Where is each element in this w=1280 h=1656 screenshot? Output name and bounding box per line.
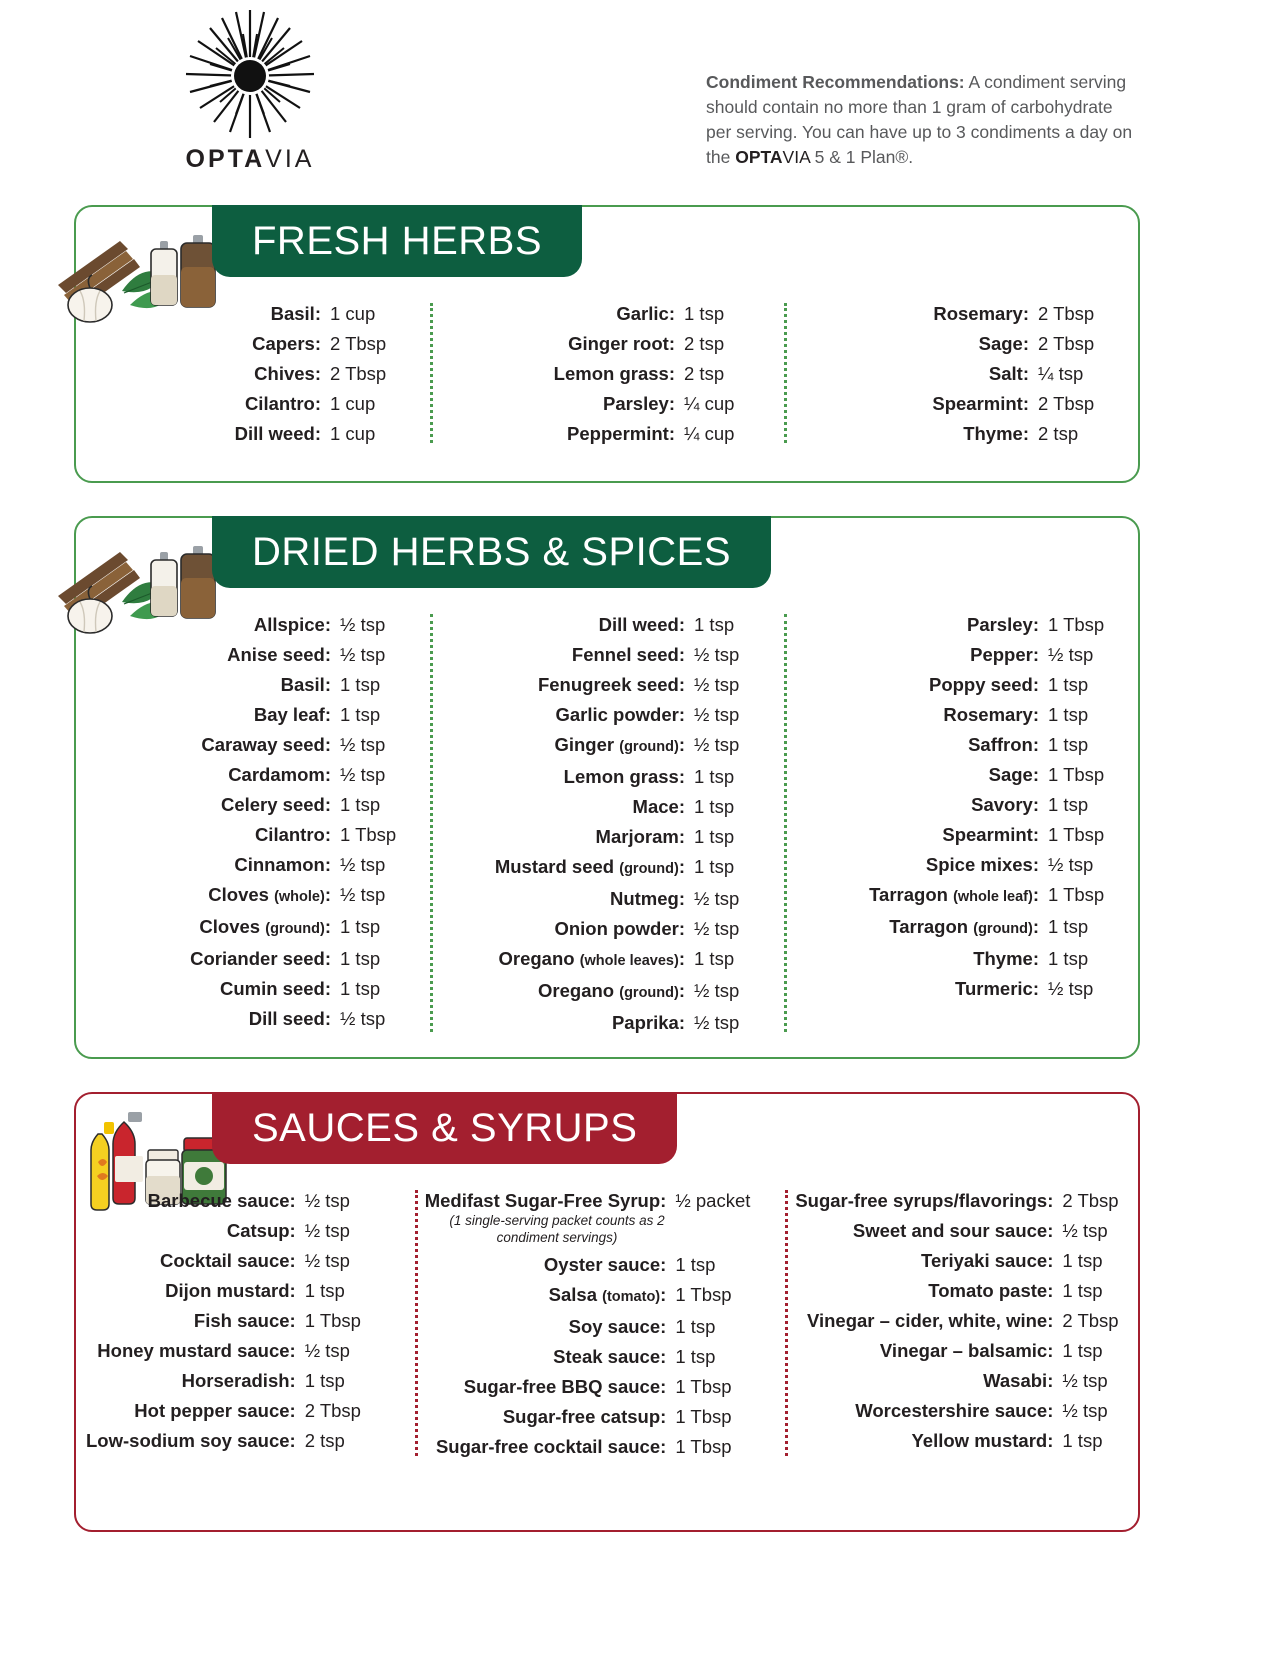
item-name: Steak sauce: xyxy=(553,1346,667,1367)
section-banner-sauces-syrups xyxy=(212,1092,677,1164)
item-name: Garlic powder: xyxy=(555,704,685,725)
list-item xyxy=(440,792,774,822)
list-item xyxy=(440,884,774,914)
item-name: Onion powder: xyxy=(554,918,685,939)
item-amount: ¼ cup xyxy=(684,393,735,414)
item-amount: ½ tsp xyxy=(694,980,740,1001)
list-item xyxy=(86,1336,405,1366)
section-title: SAUCES & SYRUPS xyxy=(252,1105,638,1150)
item-amount: ½ tsp xyxy=(1062,1400,1108,1421)
item-name: Mace: xyxy=(632,796,685,817)
list-item xyxy=(86,820,420,850)
condiment-recommendations-note xyxy=(706,70,1136,170)
list-item xyxy=(795,1366,1162,1396)
item-name: Oregano (whole leaves): xyxy=(498,948,685,969)
item-amount: ¼ tsp xyxy=(1038,363,1084,384)
item-amount: 1 tsp xyxy=(340,674,381,695)
item-amount: 2 Tbsp xyxy=(1062,1310,1119,1331)
item-amount: 1 tsp xyxy=(1048,794,1089,815)
item-name: Lemon grass: xyxy=(563,766,685,787)
item-name: Vinegar – balsamic: xyxy=(879,1340,1054,1361)
list-item xyxy=(440,944,774,976)
item-amount: 1 Tbsp xyxy=(675,1376,732,1397)
item-name: Teriyaki sauce: xyxy=(921,1250,1054,1271)
item-name: Ginger root: xyxy=(568,333,675,354)
item-name: Yellow mustard: xyxy=(911,1430,1054,1451)
item-amount: 1 tsp xyxy=(340,916,381,937)
note-brand-light: VIA xyxy=(782,147,810,167)
item-amount: ½ tsp xyxy=(1062,1220,1108,1241)
item-name: Sugar-free catsup: xyxy=(502,1406,667,1427)
item-amount: 1 tsp xyxy=(304,1280,345,1301)
list-item xyxy=(794,389,1128,419)
item-name: Ginger (ground): xyxy=(554,734,685,755)
item-amount: 1 tsp xyxy=(304,1370,345,1391)
list-item xyxy=(86,944,420,974)
item-name: Dill weed: xyxy=(234,423,321,444)
list-item xyxy=(795,1276,1162,1306)
item-name: Dill seed: xyxy=(248,1008,331,1029)
list-item xyxy=(425,1312,776,1342)
item-amount: 2 tsp xyxy=(684,363,725,384)
item-name: Salt: xyxy=(988,363,1029,384)
sunburst-icon xyxy=(180,8,320,143)
section-dried-herbs-spices xyxy=(74,516,1140,1059)
item-amount: 2 Tbsp xyxy=(1038,303,1095,324)
item-amount: ½ tsp xyxy=(694,888,740,909)
list-item xyxy=(794,419,1128,449)
item-amount: ½ tsp xyxy=(694,734,740,755)
item-name: Oregano (ground): xyxy=(538,980,685,1001)
brand-wordmark-light: VIA xyxy=(265,145,315,173)
item-name: Dill weed: xyxy=(598,614,685,635)
list-item xyxy=(425,1250,776,1280)
item-name: Coriander seed: xyxy=(190,948,331,969)
column-3 xyxy=(784,299,1138,449)
item-amount: ½ tsp xyxy=(1048,978,1094,999)
item-name: Parsley: xyxy=(602,393,675,414)
list-item xyxy=(794,730,1128,760)
item-amount: 1 Tbsp xyxy=(1048,884,1105,905)
list-item xyxy=(425,1280,776,1312)
list-item xyxy=(86,419,420,449)
brand-wordmark xyxy=(160,145,340,174)
item-name: Capers: xyxy=(252,333,321,354)
list-item xyxy=(794,329,1128,359)
list-item xyxy=(440,329,774,359)
list-item xyxy=(795,1396,1162,1426)
column-1 xyxy=(76,610,430,1038)
note-text-part-1: A condiment serving should contain no more than 1 gram of carbohydrate per serving. You can have up to 3 condiments a day on the xyxy=(706,72,1133,167)
item-amount: 1 tsp xyxy=(1048,674,1089,695)
item-amount: 1 Tbsp xyxy=(675,1436,732,1457)
item-name: Parsley: xyxy=(966,614,1039,635)
item-name: Sage: xyxy=(978,333,1029,354)
brand-wordmark-bold: OPTA xyxy=(185,145,266,173)
list-item xyxy=(86,670,420,700)
dried-columns xyxy=(76,518,1138,1060)
list-item xyxy=(794,670,1128,700)
list-item xyxy=(86,880,420,912)
item-name: Barbecue sauce: xyxy=(147,1190,296,1211)
list-item xyxy=(425,1402,776,1432)
list-item xyxy=(86,1396,405,1426)
list-item xyxy=(794,640,1128,670)
column-3 xyxy=(784,610,1138,1038)
note-text-part-2: 5 & 1 Plan®. xyxy=(809,147,914,167)
list-item xyxy=(440,730,774,762)
list-item xyxy=(440,976,774,1008)
list-item xyxy=(86,700,420,730)
item-amount: ½ tsp xyxy=(340,644,386,665)
item-name: Catsup: xyxy=(226,1220,296,1241)
item-name: Spearmint: xyxy=(932,393,1029,414)
item-name: Sugar-free BBQ sauce: xyxy=(463,1376,667,1397)
item-amount: 1 tsp xyxy=(684,303,725,324)
item-amount: 1 tsp xyxy=(1048,948,1089,969)
item-name: Hot pepper sauce: xyxy=(134,1400,296,1421)
item-amount: ½ tsp xyxy=(304,1190,350,1211)
item-amount: 1 tsp xyxy=(694,614,735,635)
item-name: Turmeric: xyxy=(955,978,1039,999)
list-item xyxy=(440,762,774,792)
item-name: Saffron: xyxy=(968,734,1039,755)
list-item xyxy=(86,760,420,790)
list-item xyxy=(795,1216,1162,1246)
list-item xyxy=(440,700,774,730)
item-amount: 1 tsp xyxy=(1062,1340,1103,1361)
item-amount: ½ tsp xyxy=(340,734,386,755)
list-item xyxy=(440,610,774,640)
item-amount: 1 tsp xyxy=(340,794,381,815)
list-item xyxy=(86,389,420,419)
item-amount: 2 tsp xyxy=(304,1430,345,1451)
item-name: Nutmeg: xyxy=(609,888,685,909)
item-amount: 1 Tbsp xyxy=(340,824,397,845)
list-item xyxy=(440,389,774,419)
item-amount: 1 tsp xyxy=(1048,916,1089,937)
item-amount: ½ tsp xyxy=(340,1008,386,1029)
item-name: Cocktail sauce: xyxy=(159,1250,296,1271)
item-name: Anise seed: xyxy=(227,644,331,665)
item-name: Garlic: xyxy=(616,303,675,324)
column-2 xyxy=(430,610,784,1038)
section-title: FRESH HERBS xyxy=(252,218,542,263)
item-amount: ½ tsp xyxy=(1048,644,1094,665)
page-header xyxy=(0,0,1280,200)
item-amount: ½ tsp xyxy=(304,1220,350,1241)
list-item xyxy=(794,944,1128,974)
item-name: Medifast Sugar-Free Syrup: xyxy=(424,1190,667,1211)
item-amount: 2 Tbsp xyxy=(1038,333,1095,354)
item-name: Rosemary: xyxy=(933,303,1029,324)
item-name: Horseradish: xyxy=(181,1370,296,1391)
item-name: Fenugreek seed: xyxy=(537,674,685,695)
item-name: Paprika: xyxy=(611,1012,685,1033)
item-name: Basil: xyxy=(270,303,321,324)
list-item xyxy=(86,912,420,944)
list-item xyxy=(425,1342,776,1372)
item-name: Spice mixes: xyxy=(925,854,1039,875)
brand-logo xyxy=(160,8,340,174)
list-item xyxy=(794,760,1128,790)
item-name: Basil: xyxy=(280,674,331,695)
item-amount: ½ tsp xyxy=(1062,1370,1108,1391)
item-amount: ½ tsp xyxy=(1048,854,1094,875)
section-title: DRIED HERBS & SPICES xyxy=(252,529,732,574)
list-item xyxy=(86,329,420,359)
item-name: Cloves (whole): xyxy=(208,884,331,905)
list-item xyxy=(440,1008,774,1038)
list-item xyxy=(86,1186,405,1216)
item-name: Cilantro: xyxy=(254,824,331,845)
column-2 xyxy=(430,299,784,449)
item-name: Salsa (tomato): xyxy=(548,1284,667,1305)
item-name: Fish sauce: xyxy=(193,1310,296,1331)
item-amount: 1 tsp xyxy=(340,978,381,999)
list-item xyxy=(794,912,1128,944)
item-amount: 1 tsp xyxy=(675,1254,716,1275)
list-item xyxy=(794,700,1128,730)
item-amount: 1 tsp xyxy=(675,1316,716,1337)
list-item xyxy=(440,914,774,944)
item-name: Peppermint: xyxy=(567,423,675,444)
list-item xyxy=(794,610,1128,640)
item-amount: 1 Tbsp xyxy=(675,1406,732,1427)
item-amount: ½ tsp xyxy=(304,1250,350,1271)
item-amount: 1 tsp xyxy=(675,1346,716,1367)
list-item xyxy=(795,1246,1162,1276)
item-amount: 1 tsp xyxy=(1062,1430,1103,1451)
item-name: Sage: xyxy=(988,764,1039,785)
item-name: Cardamom: xyxy=(228,764,331,785)
list-item xyxy=(794,359,1128,389)
section-banner-fresh-herbs xyxy=(212,205,582,277)
list-item xyxy=(86,640,420,670)
item-name: Poppy seed: xyxy=(928,674,1039,695)
item-amount: ½ tsp xyxy=(694,918,740,939)
list-item xyxy=(794,820,1128,850)
item-name: Chives: xyxy=(254,363,321,384)
item-amount: 1 tsp xyxy=(1048,734,1089,755)
list-item xyxy=(86,974,420,1004)
list-item xyxy=(440,822,774,852)
item-amount: 1 tsp xyxy=(340,948,381,969)
item-name: Low-sodium soy sauce: xyxy=(86,1430,296,1451)
item-name: Sweet and sour sauce: xyxy=(852,1220,1054,1241)
list-item xyxy=(86,1276,405,1306)
list-item xyxy=(86,1216,405,1246)
list-item xyxy=(86,790,420,820)
item-amount: 2 tsp xyxy=(1038,423,1079,444)
list-item xyxy=(86,1366,405,1396)
list-item xyxy=(440,419,774,449)
item-name: Sugar-free cocktail sauce: xyxy=(435,1436,667,1457)
item-amount: 2 Tbsp xyxy=(1038,393,1095,414)
item-name: Honey mustard sauce: xyxy=(97,1340,296,1361)
item-amount: 1 tsp xyxy=(694,826,735,847)
list-item xyxy=(425,1372,776,1402)
item-name: Cumin seed: xyxy=(219,978,331,999)
item-name: Savory: xyxy=(971,794,1039,815)
list-item xyxy=(86,1426,405,1456)
item-amount: ½ tsp xyxy=(340,614,386,635)
item-amount: 1 Tbsp xyxy=(1048,614,1105,635)
medifast-syrup-note: (1 single-serving packet counts as 2 condiment servings) xyxy=(449,1213,665,1245)
item-amount: ½ tsp xyxy=(340,764,386,785)
list-item xyxy=(794,850,1128,880)
list-item xyxy=(794,790,1128,820)
section-fresh-herbs xyxy=(74,205,1140,483)
item-name: Sugar-free syrups/flavorings: xyxy=(795,1190,1054,1211)
item-amount: ½ tsp xyxy=(694,644,740,665)
column-1 xyxy=(76,1186,415,1462)
item-amount: 1 tsp xyxy=(1062,1250,1103,1271)
item-name: Dijon mustard: xyxy=(165,1280,296,1301)
item-name: Allspice: xyxy=(253,614,331,635)
item-amount: 1 cup xyxy=(330,303,376,324)
item-amount: 1 tsp xyxy=(694,796,735,817)
item-name: Pepper: xyxy=(970,644,1039,665)
list-item xyxy=(440,299,774,329)
item-name: Cinnamon: xyxy=(234,854,331,875)
note-brand-bold: OPTA xyxy=(735,147,783,167)
item-name: Mustard seed (ground): xyxy=(494,856,685,877)
column-2 xyxy=(415,1186,786,1462)
item-amount: 2 tsp xyxy=(684,333,725,354)
item-amount: ½ tsp xyxy=(304,1340,350,1361)
list-item xyxy=(794,299,1128,329)
list-item xyxy=(795,1306,1162,1336)
list-item xyxy=(86,1306,405,1336)
list-item xyxy=(86,359,420,389)
list-item xyxy=(86,730,420,760)
item-amount: 1 tsp xyxy=(340,704,381,725)
item-name: Tomato paste: xyxy=(928,1280,1054,1301)
item-name: Marjoram: xyxy=(595,826,685,847)
list-item xyxy=(440,359,774,389)
item-amount: ½ tsp xyxy=(340,884,386,905)
item-name: Worcestershire sauce: xyxy=(855,1400,1054,1421)
item-name: Cilantro: xyxy=(244,393,321,414)
item-name: Thyme: xyxy=(963,423,1029,444)
item-name: Bay leaf: xyxy=(253,704,331,725)
list-item xyxy=(86,1246,405,1276)
section-sauces-syrups xyxy=(74,1092,1140,1532)
item-amount: 2 Tbsp xyxy=(330,363,387,384)
item-amount: ¼ cup xyxy=(684,423,735,444)
list-item xyxy=(795,1336,1162,1366)
item-amount: 2 Tbsp xyxy=(330,333,387,354)
note-label: Condiment Recommendations: xyxy=(706,72,965,92)
item-amount: 1 Tbsp xyxy=(304,1310,361,1331)
item-name: Wasabi: xyxy=(983,1370,1054,1391)
item-amount: 1 tsp xyxy=(694,766,735,787)
item-name: Lemon grass: xyxy=(553,363,675,384)
item-name: Caraway seed: xyxy=(201,734,331,755)
item-name: Vinegar – cider, white, wine: xyxy=(806,1310,1054,1331)
item-amount: 1 Tbsp xyxy=(675,1284,732,1305)
list-item xyxy=(425,1432,776,1462)
list-item xyxy=(440,670,774,700)
list-item xyxy=(86,1004,420,1034)
column-1 xyxy=(76,299,430,449)
item-amount: 1 cup xyxy=(330,423,376,444)
list-item xyxy=(440,640,774,670)
item-name: Tarragon (ground): xyxy=(889,916,1039,937)
item-amount: 1 tsp xyxy=(1048,704,1089,725)
item-amount: 2 Tbsp xyxy=(1062,1190,1119,1211)
item-name: Tarragon (whole leaf): xyxy=(869,884,1039,905)
item-amount: 1 tsp xyxy=(694,948,735,969)
list-item xyxy=(795,1426,1162,1456)
item-amount: 1 Tbsp xyxy=(1048,824,1105,845)
item-name: Thyme: xyxy=(973,948,1039,969)
item-amount: 2 Tbsp xyxy=(304,1400,361,1421)
item-amount: 1 cup xyxy=(330,393,376,414)
list-item xyxy=(440,852,774,884)
section-banner-dried-herbs-spices xyxy=(212,516,771,588)
list-item xyxy=(794,880,1128,912)
item-name: Fennel seed: xyxy=(571,644,685,665)
list-item xyxy=(794,974,1128,1004)
item-amount: ½ tsp xyxy=(340,854,386,875)
item-amount: 1 Tbsp xyxy=(1048,764,1105,785)
item-amount: ½ tsp xyxy=(694,704,740,725)
list-item xyxy=(795,1186,1162,1216)
item-amount: ½ tsp xyxy=(694,1012,740,1033)
item-name: Rosemary: xyxy=(943,704,1039,725)
item-amount: ½ packet xyxy=(675,1190,751,1211)
item-name: Soy sauce: xyxy=(568,1316,667,1337)
item-amount: ½ tsp xyxy=(694,674,740,695)
column-3 xyxy=(785,1186,1172,1462)
item-name: Oyster sauce: xyxy=(543,1254,667,1275)
item-amount: 1 tsp xyxy=(694,856,735,877)
item-amount: 1 tsp xyxy=(1062,1280,1103,1301)
list-item xyxy=(86,299,420,329)
item-name: Cloves (ground): xyxy=(199,916,331,937)
item-name: Celery seed: xyxy=(220,794,331,815)
list-item xyxy=(86,850,420,880)
list-item xyxy=(86,610,420,640)
item-name: Spearmint: xyxy=(942,824,1039,845)
